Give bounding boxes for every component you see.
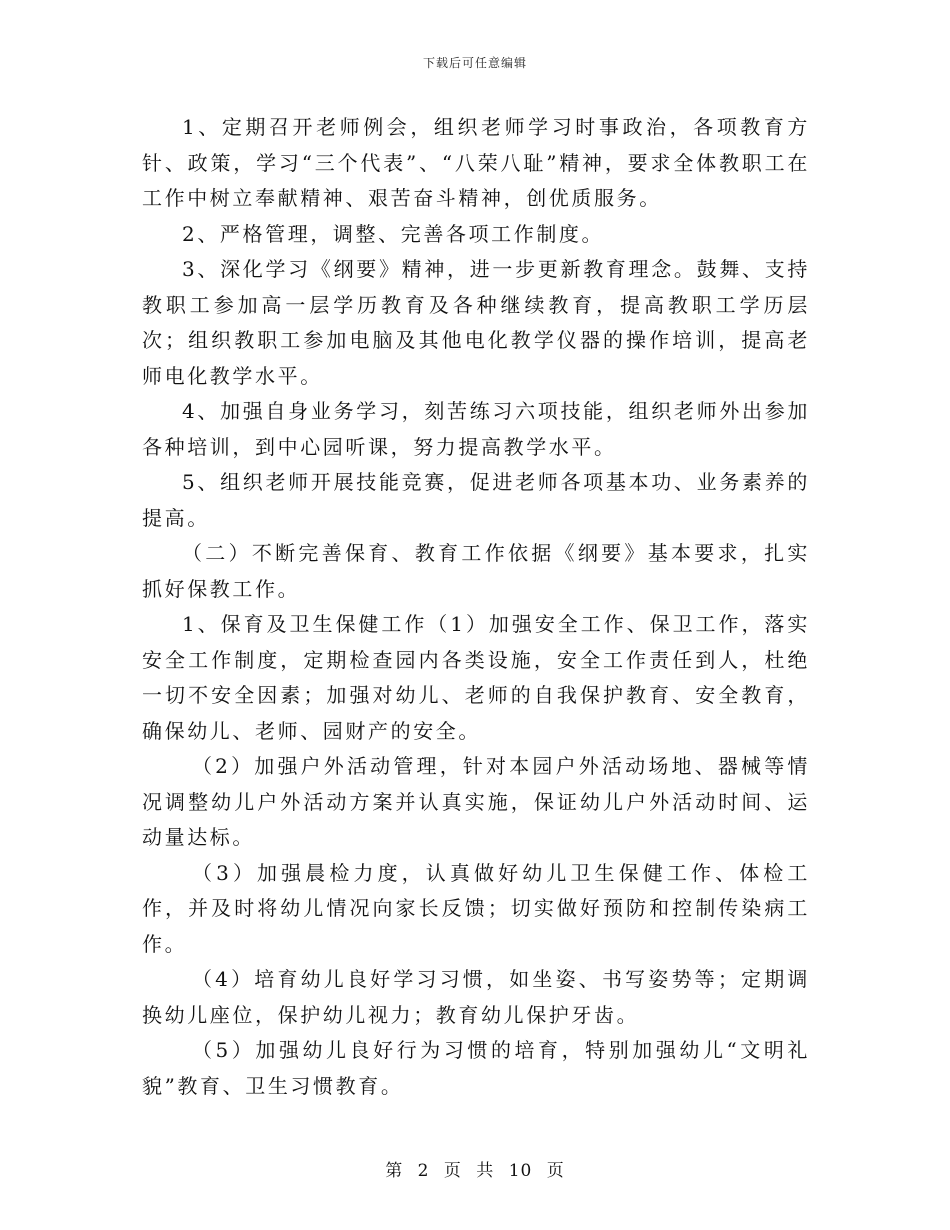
paragraph: 1、定期召开老师例会，组织老师学习时事政治，各项教育方针、政策，学习“三个代表”、“八荣八耻”精神，要求全体教职工在工作中树立奉献精神、艰苦奋斗精神，创优质服务。 (142, 115, 810, 210)
paragraph: （5）加强幼儿良好行为习惯的培育，特别加强幼儿“文明礼貌”教育、卫生习惯教育。 (142, 1038, 810, 1098)
section-heading: （二）不断完善保育、教育工作依据《纲要》基本要求，扎实抓好保教工作。 (142, 541, 810, 601)
paragraph: 3、深化学习《纲要》精神，进一步更新教育理念。鼓舞、支持教职工参加高一层学历教育及各种继续教育，提高教职工学历层次；组织教职工参加电脑及其他电化教学仪器的操作培训，提高老师电化教学水平。 (142, 257, 810, 388)
header-note: 下载后可任意编辑 (422, 56, 527, 70)
body-text (142, 110, 810, 1104)
paragraph: （2）加强户外活动管理，针对本园户外活动场地、器械等情况调整幼儿户外活动方案并认真实施，保证幼儿户外活动时间、运动量达标。 (142, 754, 810, 849)
paragraph: （3）加强晨检力度，认真做好幼儿卫生保健工作、体检工作，并及时将幼儿情况向家长反馈；切实做好预防和控制传染病工作。 (142, 860, 810, 956)
page-number: 第 2 页 共 10 页 (385, 1161, 565, 1181)
paragraph: （4）培育幼儿良好学习习惯，如坐姿、书写姿势等；定期调换幼儿座位，保护幼儿视力；教育幼儿保护牙齿。 (142, 967, 810, 1027)
paragraph: 4、加强自身业务学习，刻苦练习六项技能，组织老师外出参加各种培训，到中心园听课，努力提高教学水平。 (142, 399, 810, 459)
paragraph: 5、组织老师开展技能竞赛，促进老师各项基本功、业务素养的提高。 (142, 470, 810, 530)
paragraph: 1、保育及卫生保健工作（1）加强安全工作、保卫工作，落实安全工作制度，定期检查园内各类设施，安全工作责任到人，杜绝一切不安全因素；加强对幼儿、老师的自我保护教育、安全教育，确保幼儿、老师、园财产的安全。 (142, 612, 810, 743)
paragraph: 2、严格管理，调整、完善各项工作制度。 (182, 221, 605, 246)
